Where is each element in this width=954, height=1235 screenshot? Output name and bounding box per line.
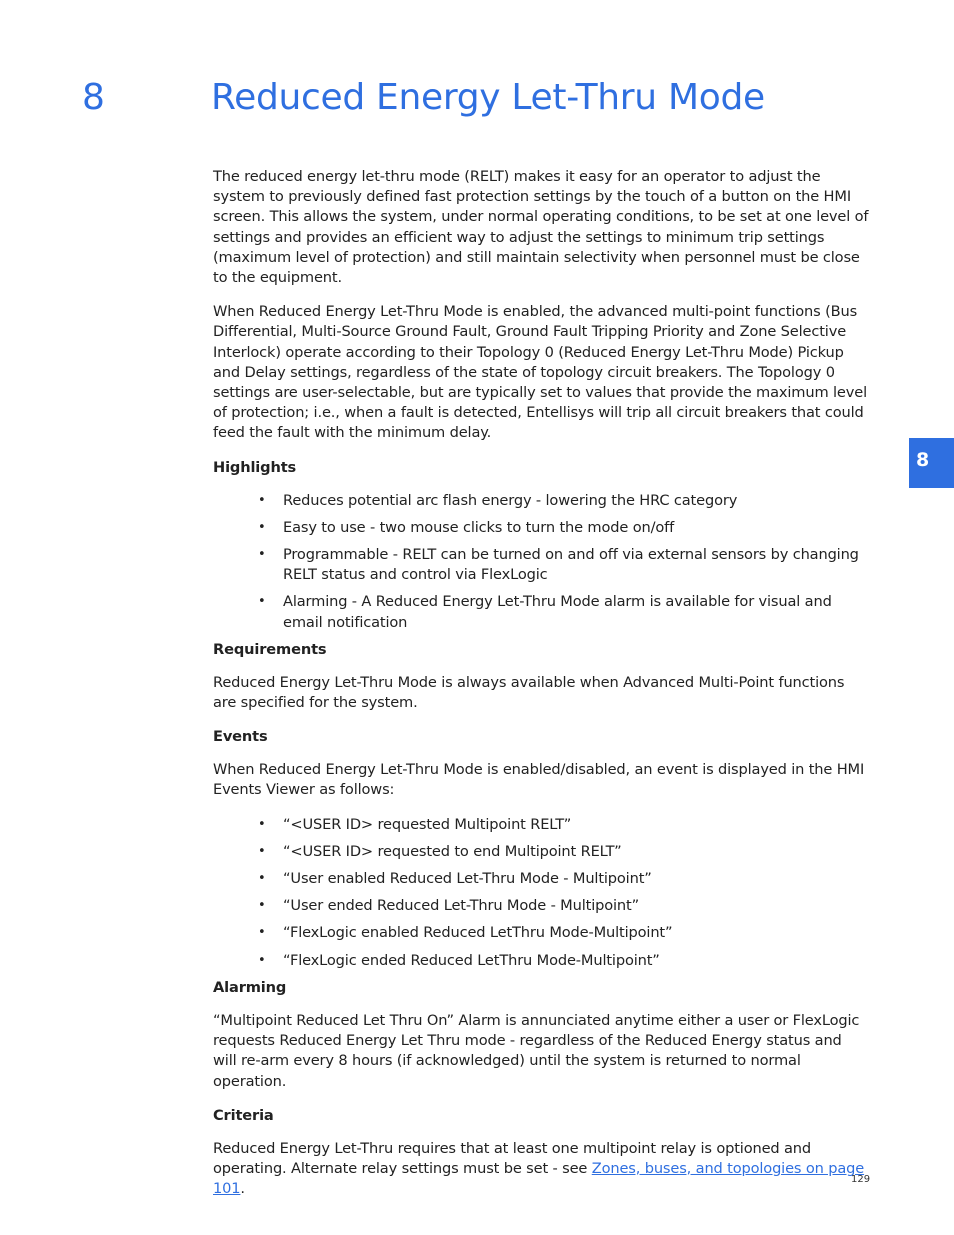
list-item [213,545,869,585]
alarming-text: “Multipoint Reduced Let Thru On” Alarm is annunciated anytime either a user or FlexLogic requests Reduced Energy Let Thru mode - regardless of the Reduced Energy status and will re-arm every 8 hours (if acknowledged) until the system is returned to normal operation. [213,1011,860,1090]
chapter-number: 8 [82,77,105,118]
criteria-heading: Criteria [213,1106,274,1124]
bullet-icon: • [258,594,266,610]
bullet-icon: • [258,519,266,535]
list-item-text: Programmable - RELT can be turned on and off via external sensors by changing RELT status and control via FlexLogic [283,546,859,584]
list-item-text: “<USER ID> requested to end Multipoint RELT” [283,842,622,860]
list-item-text: “User ended Reduced Let-Thru Mode - Multipoint” [283,897,639,915]
list-item [213,592,869,632]
events-text: When Reduced Energy Let-Thru Mode is enabled/disabled, an event is displayed in the HMI Events Viewer as follows: [213,761,865,799]
bullet-icon: • [258,492,266,508]
list-item [213,923,869,943]
intro-paragraph-1: The reduced energy let-thru mode (RELT) makes it easy for an operator to adjust the system to previously defined fast protection settings by the touch of a button on the HMI screen. This allows the system, under normal operating conditions, to be set at one level of settings and provides an efficient way to adjust the settings to minimum trip settings (maximum level of protection) and still maintain selectivity when personnel must be close to the equipment. [213,168,869,287]
requirements-heading: Requirements [213,640,327,658]
list-item [213,896,869,916]
criteria-text-start: Reduced Energy Let-Thru requires that at least one multipoint relay is optioned and operating. Alternate relay settings must be set - see [213,1139,812,1177]
bullet-icon: • [258,898,266,914]
page-number: 129 [851,1174,871,1185]
alarming-heading: Alarming [213,978,287,996]
list-item [213,869,869,889]
list-item-text: “<USER ID> requested Multipoint RELT” [283,815,572,833]
list-item-text: “User enabled Reduced Let-Thru Mode - Multipoint” [283,870,652,888]
list-item [213,815,869,835]
bullet-icon: • [258,925,266,941]
list-item [213,842,869,862]
list-item-text: “FlexLogic enabled Reduced LetThru Mode-Multipoint” [283,924,673,942]
chapter-side-tab[interactable]: 8 [909,438,954,488]
list-item-text: Easy to use - two mouse clicks to turn the mode on/off [283,518,675,536]
bullet-icon: • [258,843,266,859]
bullet-icon: • [258,816,266,832]
list-item-text: “FlexLogic ended Reduced LetThru Mode-Multipoint” [283,951,660,969]
list-item-text: Alarming - A Reduced Energy Let-Thru Mode alarm is available for visual and email notification [283,593,832,631]
bullet-icon: • [258,952,266,968]
highlights-list [213,491,869,633]
bullet-icon: • [258,871,266,887]
list-item [213,518,869,538]
events-heading: Events [213,728,268,746]
requirements-text: Reduced Energy Let-Thru Mode is always available when Advanced Multi-Point functions are specified for the system. [213,673,845,712]
list-item-text: Reduces potential arc flash energy - lowering the HRC category [283,491,738,509]
list-item [213,491,869,511]
zones-buses-topologies-link[interactable]: Zones, buses, and topologies on page 101 [213,1159,865,1198]
events-list [213,815,869,971]
criteria-text-end: . [240,1180,245,1198]
chapter-title: Reduced Energy Let-Thru Mode [211,77,765,118]
list-item [213,951,869,971]
page-content [213,167,869,1213]
intro-paragraph-2: When Reduced Energy Let-Thru Mode is enabled, the advanced multi-point functions (Bus Differential, Multi-Source Ground Fault, Ground Fault Tripping Priority and Zone Selective Interlock) operate according to their Topology 0 (Reduced Energy Let-Thru Mode) Pickup and Delay settings, regardless of the state of topology circuit breakers. The Topology 0 settings are user-selectable, but are typically set to values that provide the maximum level of protection; i.e., when a fault is detected, Entellisys will trip all circuit breakers that could feed the fault with the minimum delay. [213,303,867,442]
criteria-text [213,1139,869,1200]
bullet-icon: • [258,547,266,563]
highlights-heading: Highlights [213,458,297,476]
